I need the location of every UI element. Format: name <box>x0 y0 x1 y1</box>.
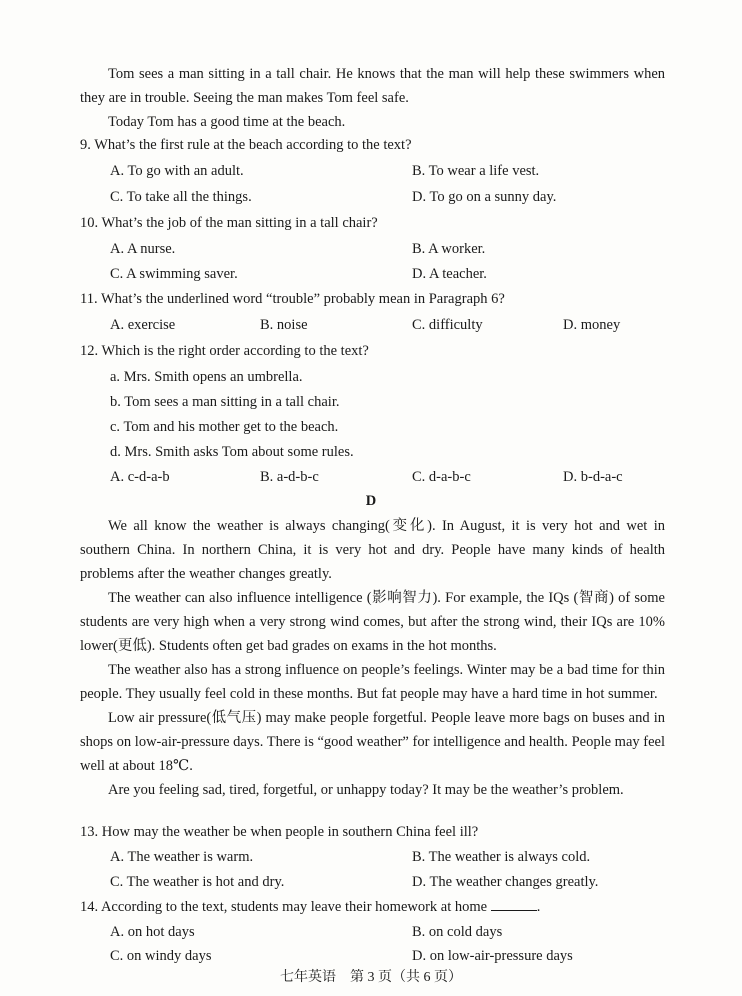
question-text: What’s the first rule at the beach according to the text? <box>94 137 412 153</box>
question-number: 10. <box>80 215 99 231</box>
question-13 <box>80 823 478 841</box>
option-13d[interactable]: D. The weather changes greatly. <box>412 874 599 890</box>
option-11c[interactable]: C. difficulty <box>412 317 483 333</box>
passage-d <box>80 514 665 802</box>
option-10b[interactable]: B. A worker. <box>412 241 486 257</box>
question-number: 13. <box>80 824 99 840</box>
passage-d-paragraph: We all know the weather is always changing(变化). In August, it is very hot and wet in southern China. In northern China, it is very hot and dry. People have many kinds of health problems after the weather changes greatly. <box>80 518 665 582</box>
page-footer: 七年英语 第 3 页（共 6 页） <box>280 970 462 985</box>
option-10c[interactable]: C. A swimming saver. <box>110 266 238 282</box>
option-14b[interactable]: B. on cold days <box>412 924 503 940</box>
option-9a[interactable]: A. To go with an adult. <box>110 163 244 179</box>
option-11b[interactable]: B. noise <box>260 317 308 333</box>
question-text: According to the text, students may leave their homework at home <box>100 899 488 915</box>
option-9c[interactable]: C. To take all the things. <box>110 189 252 205</box>
order-item-a: a. Mrs. Smith opens an umbrella. <box>110 369 303 385</box>
question-11 <box>80 290 505 308</box>
passage-c-ending <box>80 62 665 134</box>
option-10d[interactable]: D. A teacher. <box>412 266 487 282</box>
option-9d[interactable]: D. To go on a sunny day. <box>412 189 557 205</box>
question-12 <box>80 342 369 360</box>
passage-d-paragraph: The weather also has a strong influence on people’s feelings. Winter may be a bad time for thin people. They usually feel cold in these months. But fat people may have a hard time in hot summer. <box>80 662 665 702</box>
question-text: What’s the job of the man sitting in a tall chair? <box>101 215 378 231</box>
option-12c[interactable]: C. d-a-b-c <box>412 469 471 485</box>
option-14a[interactable]: A. on hot days <box>110 924 195 940</box>
section-d-heading: D <box>365 493 377 509</box>
option-10a[interactable]: A. A nurse. <box>110 241 176 257</box>
passage-c-paragraph: Today Tom has a good time at the beach. <box>108 114 346 130</box>
question-number: 12. <box>80 343 99 359</box>
passage-d-paragraph: Are you feeling sad, tired, forgetful, or unhappy today? It may be the weather’s problem. <box>108 782 624 798</box>
option-13c[interactable]: C. The weather is hot and dry. <box>110 874 285 890</box>
passage-d-paragraph: The weather can also influence intelligence (影响智力). For example, the IQs (智商) of some students are very high when a very strong wind comes, but after the strong wind, their IQs are 10% lower(更低). Students often get bad grades on exams in the hot months. <box>80 590 665 654</box>
option-14d[interactable]: D. on low-air-pressure days <box>412 948 573 964</box>
option-11d[interactable]: D. money <box>563 317 621 333</box>
option-12b[interactable]: B. a-d-b-c <box>260 469 319 485</box>
question-text: What’s the underlined word “trouble” probably mean in Paragraph 6? <box>100 291 505 307</box>
order-item-d: d. Mrs. Smith asks Tom about some rules. <box>110 444 354 460</box>
question-text: Which is the right order according to the text? <box>101 343 369 359</box>
option-12d[interactable]: D. b-d-a-c <box>563 469 623 485</box>
question-text: How may the weather be when people in southern China feel ill? <box>101 824 479 840</box>
order-item-b: b. Tom sees a man sitting in a tall chair. <box>110 394 340 410</box>
passage-d-paragraph: Low air pressure(低气压) may make people forgetful. People leave more bags on buses and in shops on low-air-pressure days. There is “good weather” for intelligence and health. People may feel well at about 18℃. <box>80 710 665 774</box>
question-9 <box>80 136 412 154</box>
question-number: 14. <box>80 899 99 915</box>
option-12a[interactable]: A. c-d-a-b <box>110 469 170 485</box>
option-13b[interactable]: B. The weather is always cold. <box>412 849 591 865</box>
question-end: . <box>536 899 541 915</box>
option-11a[interactable]: A. exercise <box>110 317 176 333</box>
question-number: 9. <box>80 137 91 153</box>
option-13a[interactable]: A. The weather is warm. <box>110 849 254 865</box>
answer-blank[interactable] <box>491 898 537 911</box>
question-10 <box>80 214 378 232</box>
option-9b[interactable]: B. To wear a life vest. <box>412 163 540 179</box>
passage-c-paragraph: Tom sees a man sitting in a tall chair. He knows that the man will help these swimmers when they are in trouble. Seeing the man makes Tom feel safe. <box>80 66 665 106</box>
question-number: 11. <box>80 291 98 307</box>
question-14 <box>80 898 540 916</box>
order-item-c: c. Tom and his mother get to the beach. <box>110 419 339 435</box>
option-14c[interactable]: C. on windy days <box>110 948 212 964</box>
